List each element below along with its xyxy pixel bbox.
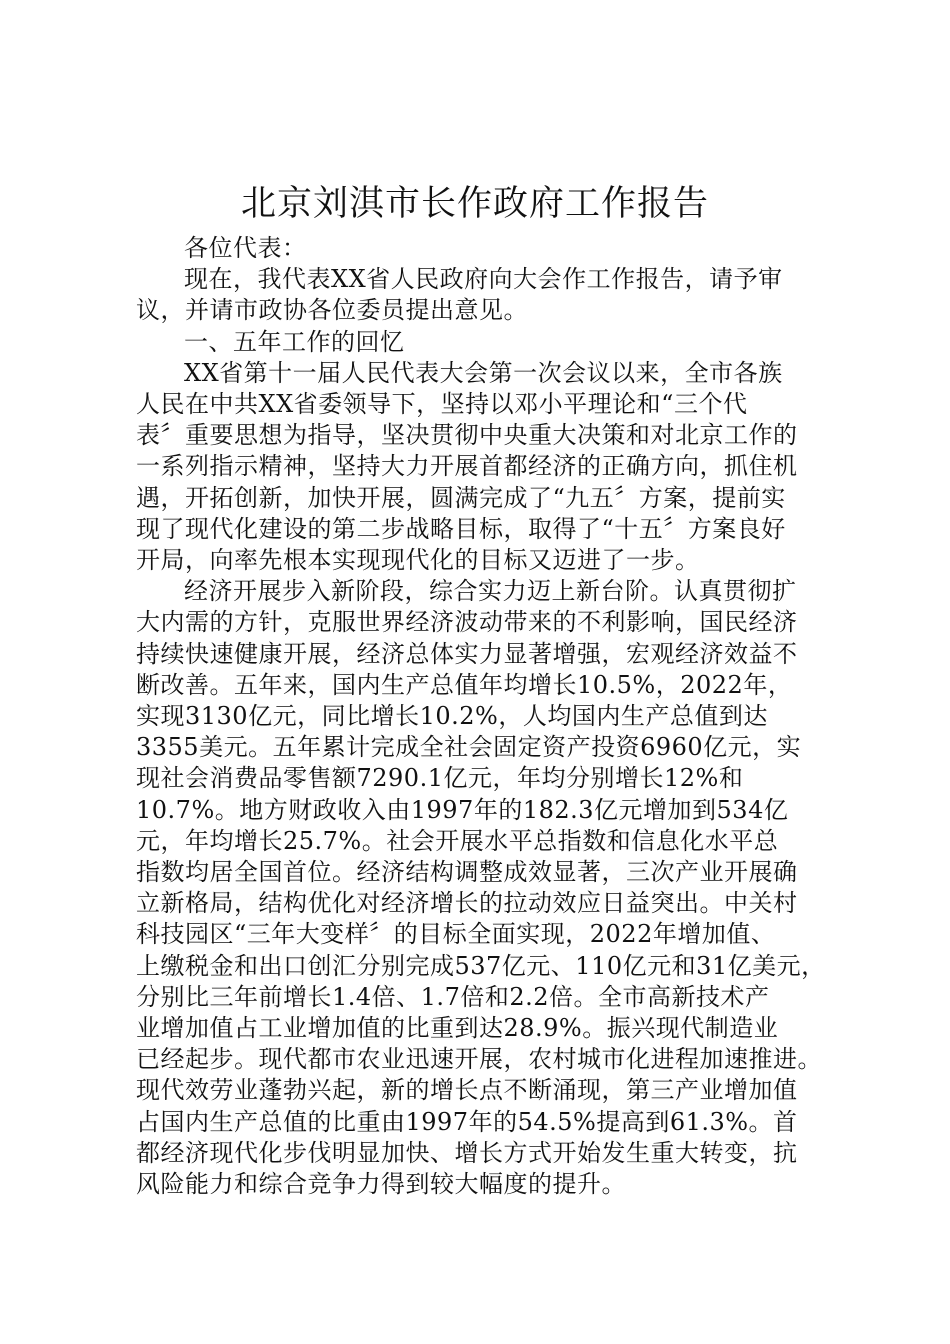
paragraph-line: 一系列指示精神，坚持大力开展首都经济的正确方向，抓住机 [136,452,798,481]
paragraph-line: 大内需的方针，克服世界经济波动带来的不利影响，国民经济 [136,608,798,637]
paragraph-line: 经济开展步入新阶段，综合实力迈上新台阶。认真贯彻扩 [184,577,797,606]
paragraph-line: 现了现代化建设的第二步战略目标，取得了“十五〞方案良好 [136,514,786,543]
document-body [136,233,836,1200]
intro-line: 现在，我代表XX省人民政府向大会作工作报告，请予审 [184,265,783,294]
paragraph-line: 立新格局，结构优化对经济增长的拉动效应日益突出。中关村 [136,889,798,918]
paragraph-line: 风险能力和综合竞争力得到较大幅度的提升。 [136,1170,626,1199]
paragraph-line: 断改善。五年来，国内生产总值年均增长10.5%，2022年， [136,670,793,699]
paragraph-line: XX省第十一届人民代表大会第一次会议以来，全市各族 [184,358,783,387]
paragraph-line: 持续快速健康开展，经济总体实力显著增强，宏观经济效益不 [136,639,798,668]
paragraph-line: 科技园区“三年大变样〞的目标全面实现，2022年增加值、 [136,920,776,949]
paragraph-line: 指数均居全国首位。经济结构调整成效显著，三次产业开展确 [136,858,798,887]
paragraph-line: 人民在中共XX省委领导下，坚持以邓小平理论和“三个代 [136,390,748,419]
document-title: 北京刘淇市长作政府工作报告 [240,184,709,224]
salutation: 各位代表： [184,234,307,262]
paragraph-line: 10.7%。地方财政收入由1997年的182.3亿元增加到534亿 [136,795,789,824]
paragraph-line: 现代效劳业蓬勃兴起，新的增长点不断涌现，第三产业增加值 [136,1076,798,1105]
paragraph-line: 3355美元。五年累计完成全社会固定资产投资6960亿元，实 [136,733,802,762]
paragraph-line: 占国内生产总值的比重由1997年的54.5%提高到61.3%。首 [136,1107,798,1136]
paragraph-line: 分别比三年前增长1.4倍、1.7倍和2.2倍。全市高新技术产 [136,982,770,1011]
paragraph-line: 开局，向率先根本实现现代化的目标又迈进了一步。 [136,546,700,575]
paragraph-line: 表〞重要思想为指导，坚决贯彻中央重大决策和对北京工作的 [136,421,798,450]
paragraph-line: 都经济现代化步伐明显加快、增长方式开始发生重大转变，抗 [136,1138,798,1167]
paragraph-line: 业增加值占工业增加值的比重到达28.9%。振兴现代制造业 [136,1014,779,1043]
intro-line: 议，并请市政协各位委员提出意见。 [136,296,528,325]
paragraph-line: 元，年均增长25.7%。社会开展水平总指数和信息化水平总 [136,826,779,855]
paragraph-line: 遇，开拓创新，加快开展，圆满完成了“九五〞方案，提前实 [136,483,786,512]
paragraph-line: 已经起步。现代都市农业迅速开展，农村城市化进程加速推进。 [136,1045,822,1074]
paragraph-line: 实现3130亿元，同比增长10.2%，人均国内生产总值到达 [136,702,768,731]
section-heading: 一、五年工作的回忆 [184,327,405,356]
paragraph-line: 上缴税金和出口创汇分别完成537亿元、110亿元和31亿美元， [136,951,826,980]
paragraph-line: 现社会消费品零售额7290.1亿元，年均分别增长12%和 [136,764,744,793]
